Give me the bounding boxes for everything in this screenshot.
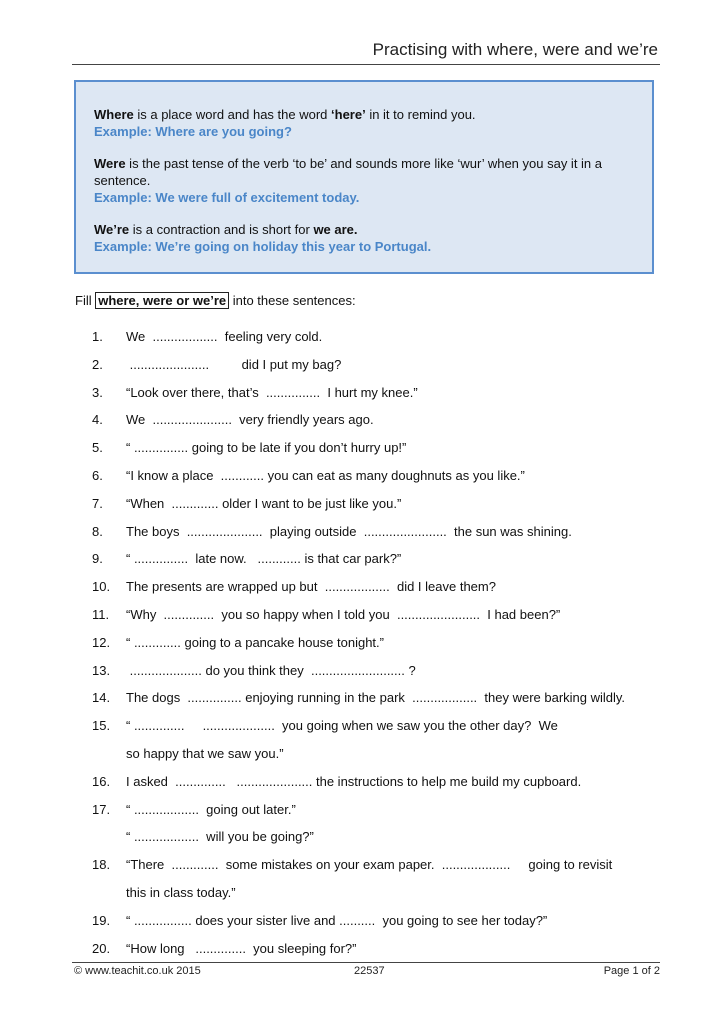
question-item: [74, 657, 674, 685]
question-number: 19.: [92, 912, 111, 928]
question-item: [74, 573, 674, 601]
question-number: 8.: [92, 523, 103, 539]
keyword-were: Were: [94, 156, 126, 171]
instruction: [75, 293, 356, 308]
info-text: is a contraction and is short for: [129, 222, 314, 237]
info-were-contraction: [94, 221, 634, 255]
example-were-contraction: Example: We’re going on holiday this year to Portugal.: [94, 239, 432, 254]
info-where: [94, 106, 634, 140]
question-text: ...................... did I put my bag?: [126, 356, 342, 372]
question-text: “ ................ does your sister live and .......... you going to see her today?”: [126, 912, 548, 928]
question-item: [74, 684, 674, 712]
question-text: I asked .............. ..................... the instructions to help me build my cupboard.: [126, 773, 582, 789]
question-text: “ ............. going to a pancake house tonight.”: [126, 634, 384, 650]
question-text: “How long .............. you sleeping for?”: [126, 940, 357, 956]
question-number: 20.: [92, 940, 111, 956]
question-item: [74, 379, 674, 407]
question-item: [74, 712, 674, 768]
keyword-where: Where: [94, 107, 134, 122]
question-item: [74, 768, 674, 796]
instruction-keywords: where, were or we’re: [95, 292, 229, 309]
footer-page: Page 1 of 2: [603, 965, 660, 977]
question-item: [74, 851, 674, 907]
footer-rule: [72, 962, 660, 963]
question-text: “ ............... going to be late if you don’t hurry up!”: [126, 440, 407, 456]
question-text: “Look over there, that’s ............... I hurt my knee.”: [126, 384, 418, 400]
question-item: [74, 462, 674, 490]
question-text: The presents are wrapped up but .................. did I leave them?: [126, 579, 496, 595]
example-where: Example: Where are you going?: [94, 124, 292, 139]
question-text: We ...................... very friendly years ago.: [126, 412, 374, 428]
keyword-were-contraction: We’re: [94, 222, 130, 237]
question-item: [74, 518, 674, 546]
question-number: 16.: [92, 773, 111, 789]
question-item: [74, 406, 674, 434]
question-number: 3.: [92, 384, 103, 400]
question-number: 4.: [92, 412, 103, 428]
question-item: [74, 545, 674, 573]
question-item: [74, 490, 674, 518]
question-number: 7.: [92, 495, 103, 511]
footer-copyright: © www.teachit.co.uk 2015: [74, 965, 201, 977]
question-number: 9.: [92, 551, 103, 567]
question-text: “Why .............. you so happy when I told you ....................... I had been?”: [126, 606, 561, 622]
question-number: 6.: [92, 467, 103, 483]
question-number: 2.: [92, 356, 103, 372]
question-text: We .................. feeling very cold.: [126, 329, 323, 344]
header-rule: [72, 64, 660, 65]
question-number: 12.: [92, 634, 111, 650]
question-item: [74, 323, 674, 351]
question-text: The boys ..................... playing outside ....................... the sun was shining.: [126, 523, 572, 539]
question-list: [74, 323, 674, 962]
question-text: The dogs ............... enjoying running in the park .................. they were barking wildly.: [126, 690, 626, 706]
question-text: “There ............. some mistakes on your exam paper. ................... going to revisit: [126, 857, 613, 873]
question-item: [74, 434, 674, 462]
question-number: 14.: [92, 690, 111, 706]
question-text: .................... do you think they .......................... ?: [126, 662, 416, 678]
info-box: [74, 80, 654, 274]
question-item: [74, 935, 674, 963]
info-bold: we are.: [313, 222, 358, 237]
question-continuation: so happy that we saw you.”: [126, 745, 284, 761]
question-number: 10.: [92, 579, 111, 595]
question-continuation: “ .................. will you be going?”: [126, 829, 314, 845]
question-text: “ .................. going out later.”: [126, 801, 296, 817]
question-item: [74, 796, 674, 852]
page-title: Practising with where, were and we’re: [372, 40, 658, 59]
info-were: [94, 155, 634, 206]
question-text: “ ............... late now. ............ is that car park?”: [126, 551, 402, 567]
question-item: [74, 629, 674, 657]
question-number: 15.: [92, 718, 111, 734]
question-text: “I know a place ............ you can eat as many doughnuts as you like.”: [126, 467, 525, 483]
info-text: in it to remind you.: [365, 107, 476, 122]
info-bold: ‘here’: [331, 107, 366, 122]
question-text: “When ............. older I want to be just like you.”: [126, 495, 402, 511]
question-number: 5.: [92, 440, 103, 456]
question-number: 13.: [92, 662, 111, 678]
instruction-suffix: into these sentences:: [229, 293, 356, 308]
question-number: 1.: [92, 329, 103, 344]
question-continuation: this in class today.”: [126, 884, 236, 900]
question-text: “ .............. .................... you going when we saw you the other day? We: [126, 718, 558, 734]
question-number: 17.: [92, 801, 111, 817]
example-were: Example: We were full of excitement today.: [94, 190, 360, 205]
info-text: is a place word and has the word: [133, 107, 332, 122]
footer-code: 22537: [354, 965, 385, 977]
question-item: [74, 601, 674, 629]
instruction-prefix: Fill: [75, 293, 96, 308]
question-number: 11.: [92, 606, 110, 622]
question-number: 18.: [92, 857, 111, 873]
question-item: [74, 907, 674, 935]
question-item: [74, 351, 674, 379]
info-text: is the past tense of the verb ‘to be’ and sounds more like ‘wur’ when you say it in a sentence.: [94, 156, 603, 188]
